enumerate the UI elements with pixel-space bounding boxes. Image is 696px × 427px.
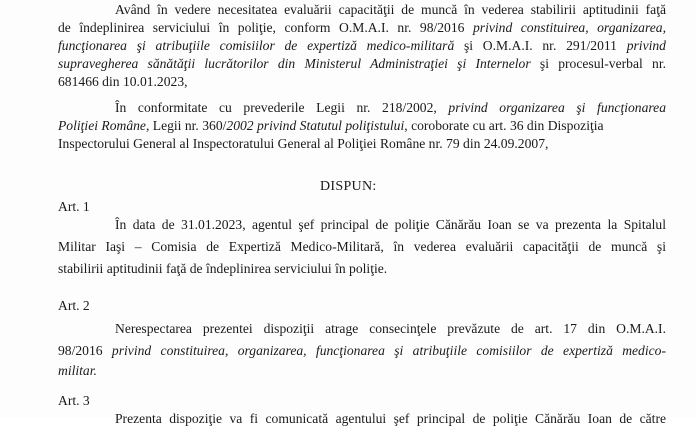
para1-line-4 bbox=[58, 56, 666, 72]
para1-line-3 bbox=[58, 38, 666, 54]
para1-line-2 bbox=[58, 20, 666, 36]
para2-text-2c: 2002 privind Statutul poliţistului bbox=[226, 118, 405, 133]
para2-text-3: Inspectorului General al Inspectoratului General al Poliţiei Române nr. 79 din 24.09.2007, bbox=[58, 136, 549, 151]
art1-line-1 bbox=[115, 217, 666, 233]
para1-text-3c: privind bbox=[626, 38, 666, 53]
para2-text-1a: În conformitate cu prevederile Legii nr. 218/2002, bbox=[115, 100, 449, 115]
para1-text-1: Având în vedere necesitatea evaluării capacităţii de muncă în vederea stabilirii aptitudinii faţă bbox=[115, 2, 666, 17]
art1-label: Art. 1 bbox=[58, 199, 90, 214]
para2-text-2a: Poliţiei Române bbox=[58, 118, 146, 133]
para2-text-1b: privind organizarea şi funcţionarea bbox=[448, 100, 667, 115]
para1-text-4a: supravegherea sănătăţii lucrătorilor din Ministerul Administraţiei şi Internelor bbox=[58, 56, 531, 71]
art2-text-2a: 98/2016 bbox=[58, 343, 112, 358]
art2-line-2 bbox=[58, 343, 666, 359]
para1-text-5: 681466 din 10.01.2023, bbox=[58, 74, 188, 89]
art3-text-1: Prezenta dispoziţie va fi comunicată agentului şef principal de poliţie Cănărău Ioan de către bbox=[115, 411, 666, 426]
art1-line-2 bbox=[58, 239, 666, 255]
para1-text-2b: privind constituirea, organizarea, bbox=[472, 20, 666, 35]
para1-text-4b: şi procesul-verbal nr. bbox=[530, 56, 667, 71]
art1-text-1: În data de 31.01.2023, agentul şef principal de poliţie Cănărău Ioan se va prezenta la Spitalul bbox=[115, 217, 666, 232]
para2-text-2d: , coroborate cu art. 36 din Dispoziţia bbox=[404, 118, 604, 133]
para1-text-3a: funcţionarea şi atribuţiile comisiilor de expertiză medico-militară bbox=[58, 38, 455, 53]
art1-line-3 bbox=[58, 261, 387, 277]
para2-line-2 bbox=[58, 118, 604, 134]
art2-text-3: militar. bbox=[58, 363, 97, 378]
para2-text-2b: , Legii nr. 360/ bbox=[145, 118, 227, 133]
para1-line-5 bbox=[58, 74, 188, 90]
para2-line-3 bbox=[58, 136, 548, 152]
art2-line-3 bbox=[58, 363, 97, 379]
para1-text-3b: şi O.M.A.I. nr. 291/2011 bbox=[454, 38, 627, 53]
art3-line-1 bbox=[115, 411, 666, 427]
art3-label: Art. 3 bbox=[58, 393, 90, 408]
art2-label: Art. 2 bbox=[58, 298, 90, 313]
dispun-heading: DISPUN: bbox=[320, 179, 377, 194]
para2-line-1 bbox=[115, 100, 666, 116]
art1-text-2: Militar Iaşi – Comisia de Expertiză Medico-Militară, în vederea evaluării capacităţii de muncă şi bbox=[58, 239, 666, 254]
art2-text-1: Nerespectarea prezentei dispoziţii atrage consecinţele prevăzute de art. 17 din O.M.A.I. bbox=[115, 321, 666, 336]
para1-line-1 bbox=[115, 2, 666, 18]
para1-text-2a: de îndeplinirea serviciului în poliţie, conform O.M.A.I. nr. 98/2016 bbox=[58, 20, 473, 35]
art2-line-1 bbox=[115, 321, 666, 337]
art1-text-3: stabilirii aptitudinii faţă de îndeplinirea serviciului în poliţie. bbox=[58, 261, 388, 276]
art2-text-2b: privind constituirea, organizarea, funcţionarea şi atribuţiile comisiilor de expertiză medico- bbox=[111, 343, 666, 358]
